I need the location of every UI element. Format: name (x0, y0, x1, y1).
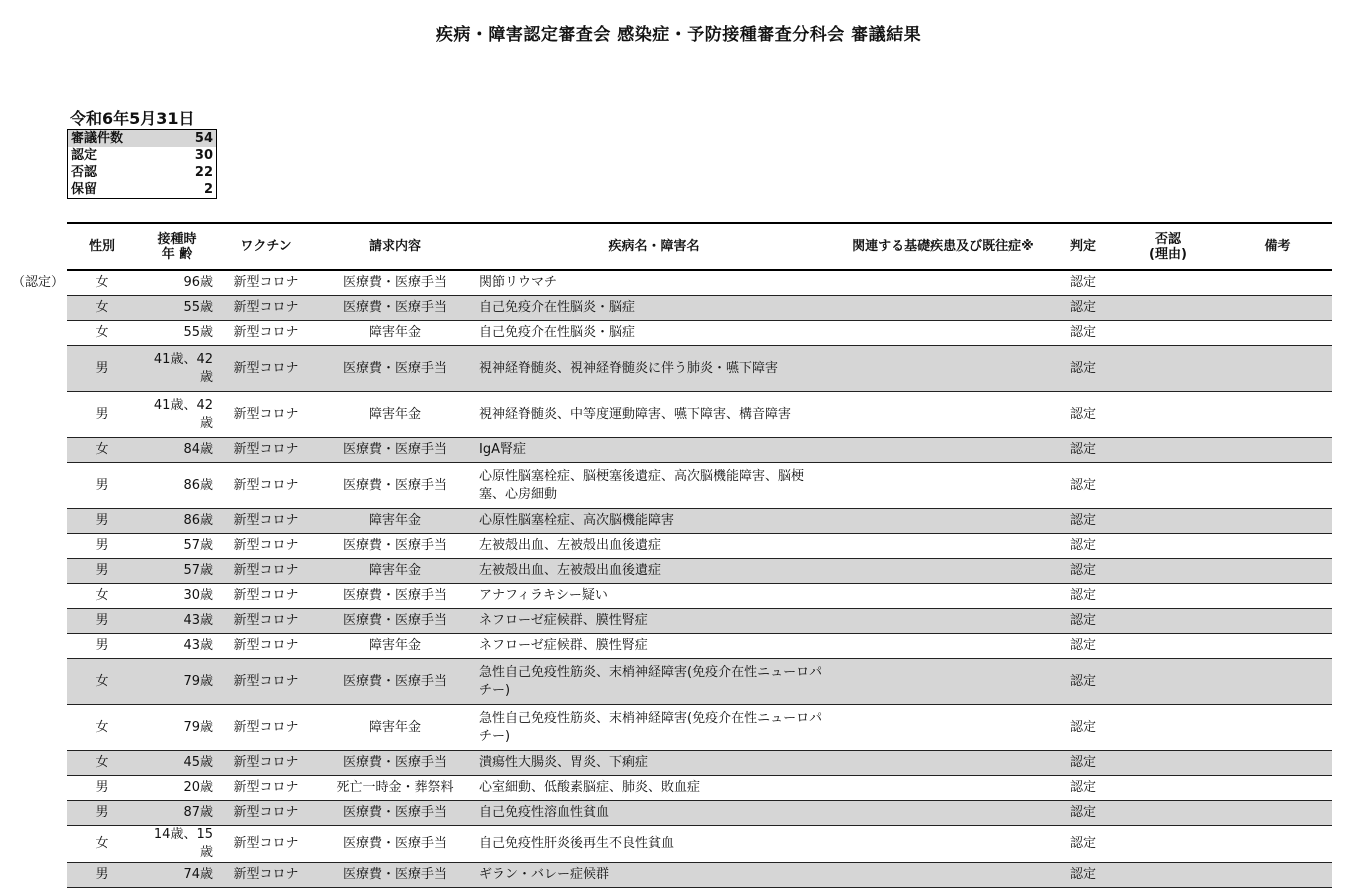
cell-claim: 障害年金 (315, 559, 475, 584)
cell-sex: 女 (67, 438, 137, 463)
section-label-approved: （認定） (12, 275, 65, 290)
cell-judgement: 認定 (1053, 438, 1113, 463)
cell-age: 87歳 (137, 801, 217, 826)
cell-vaccine: 新型コロナ (217, 776, 315, 801)
cell-vaccine: 新型コロナ (217, 392, 315, 438)
table-row (67, 296, 1332, 321)
header-related: 関連する基礎疾患及び既往症※ (833, 223, 1053, 270)
cell-claim: 障害年金 (315, 392, 475, 438)
cell-disease: 左被殻出血、左被殻出血後遺症 (475, 559, 833, 584)
cell-related (833, 826, 1053, 863)
cell-denial (1113, 438, 1223, 463)
cell-judgement: 認定 (1053, 321, 1113, 346)
table-row (67, 270, 1332, 296)
cell-related (833, 463, 1053, 509)
cell-related (833, 509, 1053, 534)
table-row (67, 659, 1332, 705)
cell-sex: 女 (67, 751, 137, 776)
cell-remarks (1223, 751, 1332, 776)
cell-sex: 女 (67, 705, 137, 751)
cell-vaccine: 新型コロナ (217, 659, 315, 705)
cell-judgement: 認定 (1053, 392, 1113, 438)
cell-remarks (1223, 509, 1332, 534)
table-row (67, 346, 1332, 392)
cell-related (833, 659, 1053, 705)
cell-vaccine: 新型コロナ (217, 321, 315, 346)
cell-age: 86歳 (137, 509, 217, 534)
cell-claim: 医療費・医療手当 (315, 346, 475, 392)
cell-claim: 死亡一時金・葬祭料 (315, 776, 475, 801)
table-row (67, 776, 1332, 801)
cell-age: 74歳 (137, 863, 217, 888)
cell-remarks (1223, 321, 1332, 346)
header-sex: 性別 (67, 223, 137, 270)
results-table (67, 222, 1332, 888)
cell-sex: 女 (67, 659, 137, 705)
cell-vaccine: 新型コロナ (217, 801, 315, 826)
cell-disease: アナフィラキシー疑い (475, 584, 833, 609)
summary-value: 54 (172, 130, 216, 148)
cell-judgement: 認定 (1053, 463, 1113, 509)
cell-disease: ギラン・バレー症候群 (475, 863, 833, 888)
summary-value: 30 (172, 147, 216, 164)
cell-claim: 障害年金 (315, 321, 475, 346)
cell-remarks (1223, 705, 1332, 751)
cell-vaccine: 新型コロナ (217, 438, 315, 463)
cell-vaccine: 新型コロナ (217, 863, 315, 888)
header-denial-line2: (理由) (1149, 246, 1187, 262)
cell-claim: 障害年金 (315, 509, 475, 534)
cell-claim: 障害年金 (315, 705, 475, 751)
cell-age: 43歳 (137, 634, 217, 659)
cell-vaccine: 新型コロナ (217, 534, 315, 559)
cell-remarks (1223, 634, 1332, 659)
cell-remarks (1223, 584, 1332, 609)
cell-denial (1113, 659, 1223, 705)
cell-sex: 男 (67, 634, 137, 659)
header-denial (1113, 223, 1223, 270)
cell-judgement: 認定 (1053, 584, 1113, 609)
cell-denial (1113, 346, 1223, 392)
cell-vaccine: 新型コロナ (217, 270, 315, 296)
table-row (67, 392, 1332, 438)
cell-sex: 女 (67, 270, 137, 296)
cell-vaccine: 新型コロナ (217, 463, 315, 509)
cell-remarks (1223, 534, 1332, 559)
cell-remarks (1223, 801, 1332, 826)
cell-sex: 男 (67, 559, 137, 584)
cell-claim: 医療費・医療手当 (315, 826, 475, 863)
cell-judgement: 認定 (1053, 509, 1113, 534)
cell-denial (1113, 584, 1223, 609)
cell-related (833, 321, 1053, 346)
cell-related (833, 346, 1053, 392)
cell-disease: 自己免疫介在性脳炎・脳症 (475, 321, 833, 346)
header-denial-line1: 否認 (1154, 231, 1181, 247)
cell-sex: 女 (67, 584, 137, 609)
cell-disease: IgA腎症 (475, 438, 833, 463)
header-remarks: 備考 (1223, 223, 1332, 270)
cell-age: 55歳 (137, 321, 217, 346)
cell-remarks (1223, 296, 1332, 321)
cell-claim: 医療費・医療手当 (315, 659, 475, 705)
cell-sex: 男 (67, 509, 137, 534)
cell-disease: 視神経脊髄炎、視神経脊髄炎に伴う肺炎・嚥下障害 (475, 346, 833, 392)
table-row (67, 634, 1332, 659)
cell-claim: 医療費・医療手当 (315, 438, 475, 463)
summary-label: 認定 (68, 147, 173, 164)
cell-judgement: 認定 (1053, 609, 1113, 634)
cell-remarks (1223, 438, 1332, 463)
cell-sex: 女 (67, 321, 137, 346)
cell-remarks (1223, 609, 1332, 634)
cell-sex: 男 (67, 463, 137, 509)
cell-judgement: 認定 (1053, 634, 1113, 659)
cell-sex: 女 (67, 296, 137, 321)
cell-age: 43歳 (137, 609, 217, 634)
summary-table (67, 129, 217, 199)
summary-label: 審議件数 (68, 130, 173, 148)
table-row (67, 705, 1332, 751)
cell-age: 57歳 (137, 534, 217, 559)
cell-remarks (1223, 826, 1332, 863)
cell-judgement: 認定 (1053, 534, 1113, 559)
cell-related (833, 534, 1053, 559)
cell-vaccine: 新型コロナ (217, 296, 315, 321)
table-row (67, 321, 1332, 346)
cell-claim: 医療費・医療手当 (315, 609, 475, 634)
cell-disease: 関節リウマチ (475, 270, 833, 296)
cell-denial (1113, 392, 1223, 438)
cell-denial (1113, 826, 1223, 863)
cell-vaccine: 新型コロナ (217, 705, 315, 751)
cell-related (833, 751, 1053, 776)
cell-remarks (1223, 463, 1332, 509)
summary-row (68, 147, 217, 164)
cell-remarks (1223, 776, 1332, 801)
cell-age: 84歳 (137, 438, 217, 463)
table-row (67, 509, 1332, 534)
cell-remarks (1223, 659, 1332, 705)
table-row (67, 751, 1332, 776)
cell-related (833, 392, 1053, 438)
header-vaccine: ワクチン (217, 223, 315, 270)
cell-claim: 医療費・医療手当 (315, 584, 475, 609)
cell-age: 30歳 (137, 584, 217, 609)
cell-remarks (1223, 863, 1332, 888)
cell-disease: ネフローゼ症候群、膜性腎症 (475, 609, 833, 634)
header-row (67, 223, 1332, 270)
cell-claim: 医療費・医療手当 (315, 863, 475, 888)
summary-label: 否認 (68, 164, 173, 181)
meeting-date: 令和6年5月31日 (70, 109, 195, 128)
cell-age: 86歳 (137, 463, 217, 509)
cell-denial (1113, 634, 1223, 659)
cell-judgement: 認定 (1053, 705, 1113, 751)
cell-age: 55歳 (137, 296, 217, 321)
cell-judgement: 認定 (1053, 659, 1113, 705)
cell-related (833, 609, 1053, 634)
cell-denial (1113, 609, 1223, 634)
cell-related (833, 270, 1053, 296)
cell-sex: 女 (67, 826, 137, 863)
cell-disease: 心原性脳塞栓症、高次脳機能障害 (475, 509, 833, 534)
cell-disease: 自己免疫介在性脳炎・脳症 (475, 296, 833, 321)
table-row (67, 863, 1332, 888)
cell-denial (1113, 705, 1223, 751)
table-row (67, 534, 1332, 559)
cell-denial (1113, 296, 1223, 321)
table-row (67, 826, 1332, 863)
cell-claim: 医療費・医療手当 (315, 751, 475, 776)
cell-disease: 急性自己免疫性筋炎、末梢神経障害(免疫介在性ニューロパチー) (475, 705, 833, 751)
cell-judgement: 認定 (1053, 751, 1113, 776)
cell-denial (1113, 270, 1223, 296)
cell-claim: 障害年金 (315, 634, 475, 659)
summary-value: 2 (172, 181, 216, 199)
cell-judgement: 認定 (1053, 826, 1113, 863)
table-row (67, 463, 1332, 509)
cell-denial (1113, 463, 1223, 509)
cell-claim: 医療費・医療手当 (315, 296, 475, 321)
table-row (67, 584, 1332, 609)
cell-judgement: 認定 (1053, 559, 1113, 584)
cell-disease: 自己免疫性肝炎後再生不良性貧血 (475, 826, 833, 863)
cell-disease: 左被殻出血、左被殻出血後遺症 (475, 534, 833, 559)
cell-age: 45歳 (137, 751, 217, 776)
cell-sex: 男 (67, 863, 137, 888)
cell-claim: 医療費・医療手当 (315, 270, 475, 296)
table-row (67, 609, 1332, 634)
results-body (67, 270, 1332, 888)
cell-denial (1113, 534, 1223, 559)
cell-vaccine: 新型コロナ (217, 609, 315, 634)
cell-sex: 男 (67, 392, 137, 438)
cell-denial (1113, 751, 1223, 776)
cell-disease: 潰瘍性大腸炎、胃炎、下痢症 (475, 751, 833, 776)
cell-age: 96歳 (137, 270, 217, 296)
cell-denial (1113, 801, 1223, 826)
cell-vaccine: 新型コロナ (217, 826, 315, 863)
cell-vaccine: 新型コロナ (217, 346, 315, 392)
cell-vaccine: 新型コロナ (217, 559, 315, 584)
summary-row (68, 130, 217, 148)
cell-related (833, 584, 1053, 609)
table-row (67, 801, 1332, 826)
cell-related (833, 438, 1053, 463)
cell-judgement: 認定 (1053, 296, 1113, 321)
cell-claim: 医療費・医療手当 (315, 463, 475, 509)
cell-judgement: 認定 (1053, 863, 1113, 888)
cell-related (833, 705, 1053, 751)
cell-denial (1113, 559, 1223, 584)
cell-vaccine: 新型コロナ (217, 584, 315, 609)
cell-related (833, 634, 1053, 659)
header-disease: 疾病名・障害名 (475, 223, 833, 270)
cell-claim: 医療費・医療手当 (315, 801, 475, 826)
cell-sex: 男 (67, 534, 137, 559)
cell-age: 79歳 (137, 659, 217, 705)
header-age-line2: 年 齢 (161, 246, 193, 262)
cell-age: 41歳、42歳 (137, 346, 217, 392)
summary-value: 22 (172, 164, 216, 181)
cell-sex: 男 (67, 609, 137, 634)
summary-row (68, 164, 217, 181)
cell-related (833, 801, 1053, 826)
cell-disease: 急性自己免疫性筋炎、末梢神経障害(免疫介在性ニューロパチー) (475, 659, 833, 705)
cell-remarks (1223, 392, 1332, 438)
cell-related (833, 776, 1053, 801)
page-title: 疾病・障害認定審査会 感染症・予防接種審査分科会 審議結果 (435, 25, 922, 45)
cell-age: 20歳 (137, 776, 217, 801)
cell-remarks (1223, 559, 1332, 584)
header-age-line1: 接種時 (157, 231, 197, 247)
cell-sex: 男 (67, 346, 137, 392)
cell-disease: ネフローゼ症候群、膜性腎症 (475, 634, 833, 659)
cell-vaccine: 新型コロナ (217, 509, 315, 534)
table-row (67, 559, 1332, 584)
table-row (67, 438, 1332, 463)
cell-judgement: 認定 (1053, 801, 1113, 826)
cell-claim: 医療費・医療手当 (315, 534, 475, 559)
cell-sex: 男 (67, 801, 137, 826)
cell-related (833, 559, 1053, 584)
cell-remarks (1223, 346, 1332, 392)
cell-disease: 心室細動、低酸素脳症、肺炎、敗血症 (475, 776, 833, 801)
header-judgement: 判定 (1053, 223, 1113, 270)
cell-disease: 視神経脊髄炎、中等度運動障害、嚥下障害、構音障害 (475, 392, 833, 438)
cell-judgement: 認定 (1053, 776, 1113, 801)
cell-related (833, 296, 1053, 321)
cell-judgement: 認定 (1053, 346, 1113, 392)
summary-row (68, 181, 217, 199)
cell-age: 57歳 (137, 559, 217, 584)
cell-vaccine: 新型コロナ (217, 634, 315, 659)
cell-age: 79歳 (137, 705, 217, 751)
cell-judgement: 認定 (1053, 270, 1113, 296)
cell-vaccine: 新型コロナ (217, 751, 315, 776)
header-claim: 請求内容 (315, 223, 475, 270)
header-age (137, 223, 217, 270)
summary-label: 保留 (68, 181, 173, 199)
cell-denial (1113, 776, 1223, 801)
cell-disease: 心原性脳塞栓症、脳梗塞後遺症、高次脳機能障害、脳梗塞、心房細動 (475, 463, 833, 509)
cell-age: 14歳、15歳 (137, 826, 217, 863)
cell-denial (1113, 509, 1223, 534)
cell-denial (1113, 321, 1223, 346)
cell-remarks (1223, 270, 1332, 296)
cell-related (833, 863, 1053, 888)
cell-disease: 自己免疫性溶血性貧血 (475, 801, 833, 826)
cell-age: 41歳、42歳 (137, 392, 217, 438)
cell-denial (1113, 863, 1223, 888)
cell-sex: 男 (67, 776, 137, 801)
